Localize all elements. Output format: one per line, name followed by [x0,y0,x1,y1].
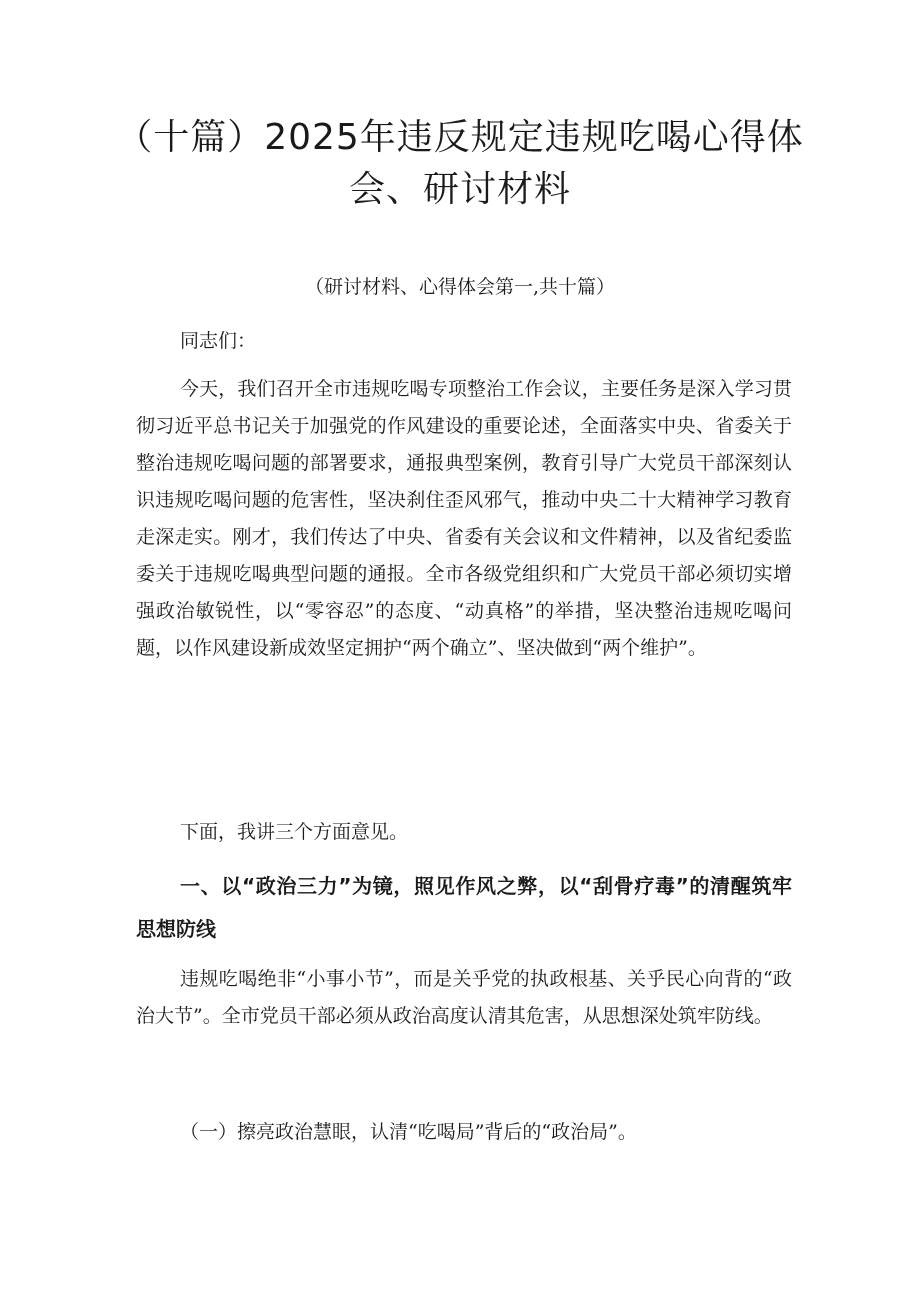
document-subtitle: （研讨材料、心得体会第一,共十篇） [304,276,616,298]
section-heading-1: 一、以“政治三力”为镜，照见作风之弊，以“刮骨疗毒”的清醒筑牢思想防线 [136,874,792,941]
document-title: （十篇）2025年违反规定违规吃喝心得体会、研讨材料 [116,117,804,210]
overview-paragraph: 下面，我讲三个方面意见。 [180,821,409,843]
section-paragraph-1: 违规吃喝绝非“小事小节”，而是关乎党的执政根基、关乎民心向背的“政治大节”。全市党员干部必须从政治高度认清其危害，从思想深处筑牢防线。 [136,968,792,1027]
intro-paragraph: 今天，我们召开全市违规吃喝专项整治工作会议，主要任务是深入学习贯彻习近平总书记关于加强党的作风建设的重要论述，全面落实中央、省委关于整治违规吃喝问题的部署要求，通报典型案例，教育引导广大党员干部深刻认识违规吃喝问题的危害性，坚决刹住歪风邪气，推动中央二十大精神学习教育走深走实。刚才，我们传达了中央、省委有关会议和文件精神，以及省纪委监委关于违规吃喝典型问题的通报。全市各级党组织和广大党员干部必须切实增强政治敏锐性，以“零容忍”的态度、“动真格”的举措，坚决整治违规吃喝问题，以作风建设新成效坚定拥护“两个确立”、坚决做到“两个维护”。 [136,378,792,659]
salutation: 同志们： [180,330,257,352]
sub-heading-1: （一）擦亮政治慧眼，认清“吃喝局”背后的“政治局”。 [180,1121,637,1143]
